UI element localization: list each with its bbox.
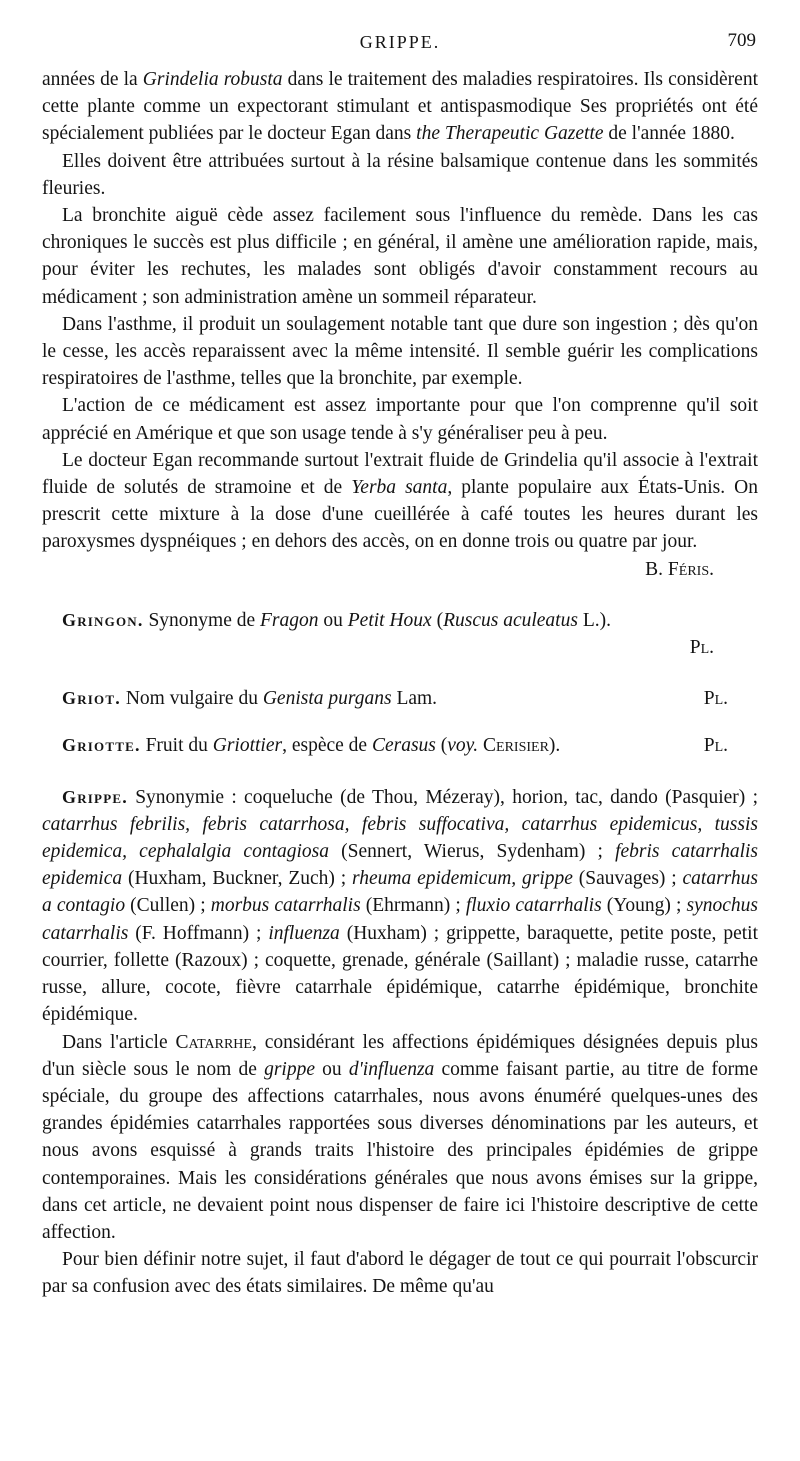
headword: Griot. bbox=[62, 688, 121, 709]
italic-run: Ruscus aculeatus bbox=[443, 609, 578, 631]
paragraph-grindelia-2: Elles doivent être attribuées surtout à la résine balsamique contenue dans les sommités fleuries. bbox=[42, 150, 758, 199]
text-run: Fruit du bbox=[140, 735, 213, 757]
body-text bbox=[42, 66, 758, 1301]
paragraph-grippe-3: Pour bien définir notre sujet, il faut d'abord le dégager de tout ce qui pourrait l'obscurcir par sa confusion avec des états similaires. De même qu'au bbox=[42, 1249, 758, 1298]
text-run: ). bbox=[548, 735, 561, 757]
text-run: ( bbox=[435, 735, 448, 757]
italic-run: fluxio catarrhalis bbox=[465, 895, 602, 917]
italic-run: voy. bbox=[447, 735, 479, 757]
author-signature: B. Féris. bbox=[645, 558, 714, 580]
spacer bbox=[42, 661, 758, 685]
paragraph-grindelia-3: La bronchite aiguë cède assez facilement sous l'influence du remède. Dans les cas chroniques le succès est plus difficile ; en général, il amène une amélioration rapide, mais, pour éviter les rechutes, les malades sont obligés d'avoir constamment recours au médicament ; son administration amène un sommeil réparateur. bbox=[42, 205, 758, 308]
entry-grippe-synonymy bbox=[42, 784, 758, 1029]
text-run: L.). bbox=[577, 609, 611, 631]
entry-signature: Pl. bbox=[689, 637, 714, 659]
text-run: (Sennert, Wierus, Sydenham) ; bbox=[329, 841, 616, 863]
italic-run: influenza bbox=[268, 922, 340, 944]
italic-run: Petit Houx bbox=[347, 609, 432, 631]
entry-signature: Pl. bbox=[703, 688, 728, 710]
text-run: Synonymie : coqueluche (de Thou, Mézeray), horion, tac, dando (Pasquier) ; bbox=[127, 786, 758, 808]
text-run: ( bbox=[431, 609, 444, 631]
italic-run: Cerasus bbox=[371, 735, 436, 757]
entry-griot bbox=[42, 685, 758, 712]
text-run: (Sauvages) ; bbox=[572, 868, 683, 890]
paragraph-grindelia-1 bbox=[42, 66, 758, 148]
text-run: , plante populaire aux États-Unis. On prescrit cette mixture à la dose d'une cueillérée à café toutes les heures durant les paroxysmes dyspnéiques ; en dehors des accès, on en donne trois ou quatre par jour. bbox=[42, 477, 758, 553]
text-run: comme faisant partie, au titre de forme spéciale, du groupe des affections catarrhales, nous avons énuméré quelques-unes des grandes épidémies catarrhales rapportées sous diverses dénominations par les auteurs, et nous avons esquissé à grands traits l'histoire des principales épidémies de grippe contemporaines. Mais les considérations générales que nous avons émises sur la grippe, dans cet article, ne devaient point nous dispenser de faire ici l'histoire descriptive de cette affection. bbox=[42, 1058, 758, 1243]
text-run: Le docteur Egan recommande surtout l'extrait fluide de Grindelia qu'il associe à l'extrait fluide de solutés de stramoine et de bbox=[42, 449, 758, 499]
text-run: Lam. bbox=[391, 688, 438, 710]
paragraph-grippe-2 bbox=[42, 1029, 758, 1247]
italic-run: Grindelia robusta bbox=[142, 69, 283, 90]
text-run: ou bbox=[315, 1058, 349, 1080]
text-run: années de la bbox=[42, 69, 143, 90]
spacer bbox=[42, 712, 758, 732]
italic-run: the Therapeutic Gazette bbox=[416, 123, 604, 145]
italic-run: rheuma epidemicum, grippe bbox=[352, 868, 573, 890]
italic-run: catarrhus febrilis, febris catarrhosa, febris suffocativa, catarrhus epidemicus, tussis epidemica, cephalalgia contagiosa bbox=[42, 813, 758, 863]
text-run: de l'année 1880. bbox=[603, 123, 735, 145]
entry-gringon bbox=[42, 607, 758, 634]
italic-run: synochus catarrhalis bbox=[42, 895, 758, 944]
small-caps-run: Catarrhe bbox=[175, 1031, 252, 1053]
italic-run: grippe bbox=[264, 1058, 315, 1080]
spacer bbox=[42, 760, 758, 784]
headword: Griotte. bbox=[62, 735, 141, 756]
page-number: 709 bbox=[727, 30, 756, 51]
running-title: GRIPPE. bbox=[359, 32, 441, 52]
italic-run: d'influenza bbox=[348, 1058, 435, 1080]
text-run: ou bbox=[318, 609, 348, 631]
text-run: (Cullen) ; bbox=[125, 895, 211, 917]
headword: Grippe. bbox=[62, 786, 128, 807]
italic-run: morbus catarrhalis bbox=[210, 895, 361, 917]
paragraph-grindelia-4: Dans l'asthme, il produit un soulagement notable tant que dure son ingestion ; dès qu'on le cesse, les accès reparaissent avec la même intensité. Il semble guérir les complications respiratoires de l'asthme, telles que la bronchite, par exemple. bbox=[42, 313, 758, 390]
spacer bbox=[42, 583, 758, 607]
text-run: (Huxham, Buckner, Zuch) ; bbox=[122, 868, 352, 890]
text-run: (Ehrmann) ; bbox=[360, 895, 466, 917]
text-run: (F. Hoffmann) ; bbox=[128, 922, 269, 944]
small-caps-run: Cerisier bbox=[483, 735, 549, 757]
italic-run: Genista purgans bbox=[262, 688, 392, 710]
text-run: (Huxham) ; grippette, baraquette, petite poste, petit courrier, follette (Razoux) ; coquette, grenade, générale (Saillant) ; maladie russe, catarrhe russe, allure, cocote, fièvre catarrhale épidémique, catarrhe épidémique, bronchite épidémique. bbox=[42, 922, 758, 1026]
text-run: Nom vulgaire du bbox=[120, 688, 263, 710]
text-run: , espèce de bbox=[282, 735, 372, 757]
paragraph-grindelia-5: L'action de ce médicament est assez importante pour que l'on comprenne qu'il soit apprécié en Amérique et que son usage tende à s'y généraliser peu à peu. bbox=[42, 395, 758, 444]
headword: Gringon. bbox=[62, 609, 144, 630]
entry-signature: Pl. bbox=[703, 735, 728, 757]
text-run: dans le traitement des maladies respiratoires. Ils considèrent cette plante comme un expectorant stimulant et antispasmodique Ses propriétés ont été spécialement publiées par le docteur Egan dans bbox=[42, 69, 758, 145]
page-header bbox=[0, 30, 800, 62]
italic-run: Yerba santa bbox=[351, 477, 448, 499]
italic-run: catarrhus a contagio bbox=[42, 868, 758, 917]
synonymy-text bbox=[42, 787, 758, 1026]
paragraph-grindelia-6 bbox=[42, 447, 758, 556]
text-run: (Young) ; bbox=[601, 895, 687, 917]
italic-run: febris catarrhalis epidemica bbox=[42, 841, 758, 890]
text-run: , considérant les affections épidémiques désignées depuis plus d'un siècle sous le nom de bbox=[42, 1031, 758, 1080]
text-run: Dans l'article bbox=[62, 1031, 176, 1053]
italic-run: Fragon bbox=[260, 609, 319, 631]
italic-run: Griottier bbox=[212, 735, 283, 757]
text-run: Synonyme de bbox=[143, 609, 261, 631]
entry-griotte bbox=[42, 732, 758, 759]
